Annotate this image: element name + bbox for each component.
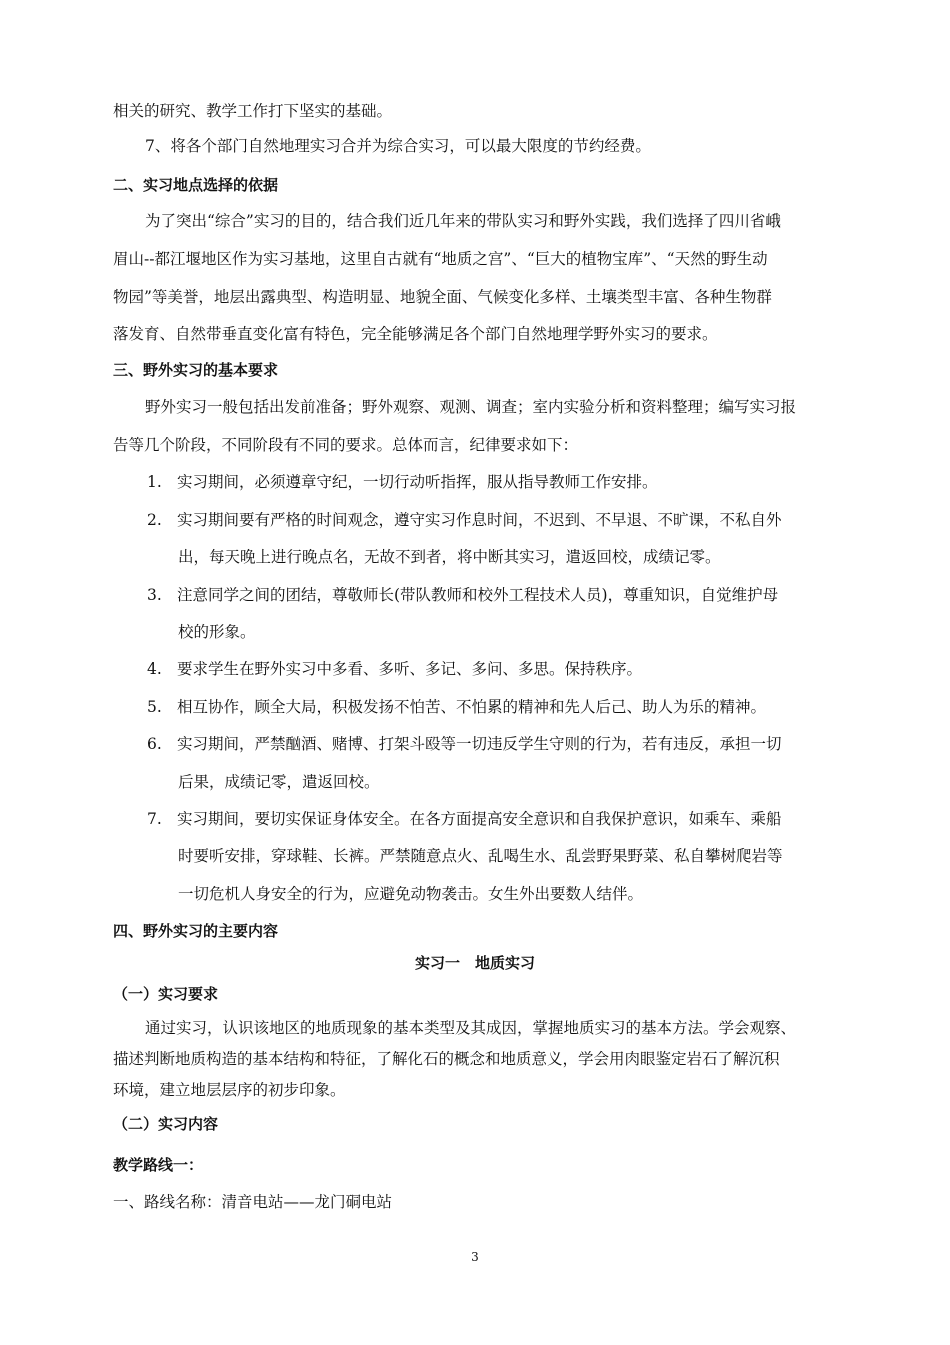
paragraph-line: 告等几个阶段，不同阶段有不同的要求。总体而言，纪律要求如下：	[113, 436, 579, 454]
list-item	[147, 734, 782, 754]
list-continuation: 一切危机人身安全的行为，应避免动物袭击。女生外出要数人结伴。	[178, 885, 644, 903]
paragraph-line: 环境，建立地层层序的初步印象。	[113, 1081, 346, 1099]
list-text: 实习期间要有严格的时间观念，遵守实习作息时间，不迟到、不早退、不旷课，不私自外	[177, 511, 782, 529]
list-item	[147, 472, 658, 492]
list-number: 1.	[147, 473, 162, 491]
paragraph-line: 野外实习一般包括出发前准备；野外观察、观测、调查；室内实验分析和资料整理；编写实习报	[145, 398, 797, 416]
list-number: 2.	[147, 511, 162, 529]
section-heading: 四、野外实习的主要内容	[113, 922, 279, 940]
list-text: 实习期间，严禁酗酒、赌博、打架斗殴等一切违反学生守则的行为，若有违反，承担一切	[177, 735, 782, 753]
list-number: 6.	[147, 735, 162, 753]
list-continuation: 时要听安排，穿球鞋、长裤。严禁随意点火、乱喝生水、乱尝野果野菜、私自攀树爬岩等	[178, 847, 783, 865]
paragraph-line: 眉山--都江堰地区作为实习基地，这里自古就有“地质之宫”、“巨大的植物宝库”、“天然的野生动	[113, 250, 768, 268]
list-text: 注意同学之间的团结，尊敬师长(带队教师和校外工程技术人员)，尊重知识，自觉维护母	[177, 586, 779, 604]
paragraph-line: 通过实习，认识该地区的地质现象的基本类型及其成因，掌握地质实习的基本方法。学会观察、	[145, 1019, 797, 1037]
paragraph-line: 为了突出“综合”实习的目的，结合我们近几年来的带队实习和野外实践，我们选择了四川省峨	[145, 212, 781, 230]
route-name: 一、路线名称：清音电站——龙门硐电站	[113, 1193, 393, 1211]
paragraph-line: 7、将各个部门自然地理实习合并为综合实习，可以最大限度的节约经费。	[145, 137, 651, 155]
list-text: 要求学生在野外实习中多看、多听、多记、多问、多思。保持秩序。	[177, 660, 643, 678]
paragraph-line: 落发育、自然带垂直变化富有特色，完全能够满足各个部门自然地理学野外实习的要求。	[113, 325, 718, 343]
section-heading: 三、野外实习的基本要求	[113, 361, 279, 379]
list-number: 4.	[147, 660, 162, 678]
list-item	[147, 809, 782, 829]
list-number: 5.	[147, 698, 162, 716]
list-number: 7.	[147, 810, 162, 828]
paragraph-line: 相关的研究、教学工作打下坚实的基础。	[113, 102, 393, 120]
list-item	[147, 659, 642, 679]
subsection-title: 实习一 地质实习	[414, 954, 535, 972]
list-number: 3.	[147, 586, 162, 604]
subsection-heading: （一）实习要求	[113, 985, 219, 1003]
list-item	[147, 697, 766, 717]
list-item	[147, 585, 778, 605]
paragraph-line: 描述判断地质构造的基本结构和特征，了解化石的概念和地质意义，学会用肉眼鉴定岩石了解沉积	[113, 1050, 780, 1068]
list-text: 实习期间，必须遵章守纪，一切行动听指挥，服从指导教师工作安排。	[177, 473, 658, 491]
route-heading: 教学路线一：	[113, 1156, 204, 1174]
list-continuation: 后果，成绩记零，遣返回校。	[178, 773, 380, 791]
list-continuation: 校的形象。	[178, 623, 256, 641]
list-text: 实习期间，要切实保证身体安全。在各方面提高安全意识和自我保护意识，如乘车、乘船	[177, 810, 782, 828]
list-continuation: 出，每天晚上进行晚点名，无故不到者，将中断其实习，遣返回校，成绩记零。	[178, 548, 721, 566]
paragraph-line: 物园”等美誉，地层出露典型、构造明显、地貌全面、气候变化多样、土壤类型丰富、各种生物群	[113, 288, 772, 306]
list-item	[147, 510, 782, 530]
list-text: 相互协作，顾全大局，积极发扬不怕苦、不怕累的精神和先人后己、助人为乐的精神。	[177, 698, 767, 716]
subsection-heading: （二）实习内容	[113, 1115, 219, 1133]
page-number: 3	[471, 1250, 479, 1264]
section-heading: 二、实习地点选择的依据	[113, 176, 279, 194]
